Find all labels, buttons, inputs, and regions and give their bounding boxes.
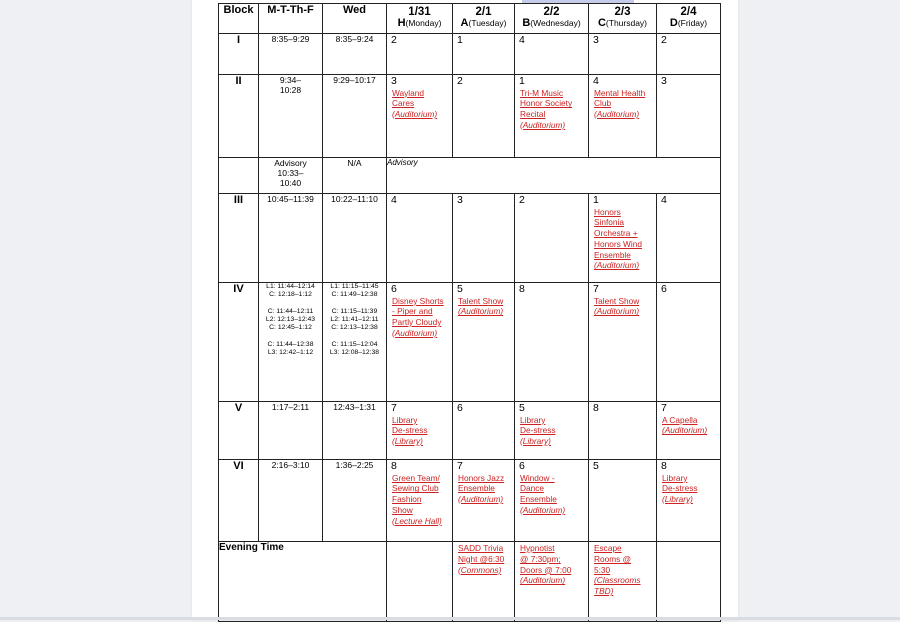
header-row bbox=[219, 4, 721, 34]
time-wed: N/A bbox=[323, 158, 387, 194]
time-mtthf: 1:17–2:11 bbox=[259, 402, 323, 460]
block-row bbox=[219, 460, 721, 542]
cell-monday: 8 Green Team/ Sewing Club Fashion Show (Lecture Hall) bbox=[387, 460, 453, 542]
event-link[interactable]: SADD Trivia Night @6:30 (Commons) bbox=[458, 543, 505, 575]
cell-wednesday: 8 bbox=[515, 283, 589, 402]
cell-monday: 6 Disney Shorts - Piper and Partly Cloudy (Auditorium) bbox=[387, 283, 453, 402]
cell-friday: 6 bbox=[657, 283, 721, 402]
block-row bbox=[219, 34, 721, 75]
cell-tuesday: 3 bbox=[453, 194, 515, 283]
advisory-row bbox=[219, 158, 721, 194]
cell-monday: 7 Library De-stress (Library) bbox=[387, 402, 453, 460]
time-mtthf: Advisory 10:33– 10:40 bbox=[259, 158, 323, 194]
cell-wednesday: 5 Library De-stress (Library) bbox=[515, 402, 589, 460]
cell-friday: 2 bbox=[657, 34, 721, 75]
cell-monday: 4 bbox=[387, 194, 453, 283]
time-wed: 9:29–10:17 bbox=[323, 75, 387, 158]
cell-tuesday: 5 Talent Show (Auditorium) bbox=[453, 283, 515, 402]
event-link[interactable]: Library De-stress (Library) bbox=[520, 414, 556, 447]
cell-wednesday: 4 bbox=[515, 34, 589, 75]
header-day-monday: 1/31 H(Monday) bbox=[387, 4, 453, 34]
event-link[interactable]: Tri-M Music Honor Society Recital (Auditorium) bbox=[520, 87, 573, 130]
time-mtthf: 10:45–11:39 bbox=[259, 194, 323, 283]
cell-wednesday bbox=[515, 542, 589, 622]
block-schedule-table bbox=[218, 3, 721, 622]
event-link[interactable]: Honors Jazz Ensemble (Auditorium) bbox=[458, 472, 505, 505]
event-link[interactable]: Escape Rooms @ 5:30 (Classrooms TBD) bbox=[594, 543, 641, 597]
cell-thursday: 3 bbox=[589, 34, 657, 75]
block-label: VI bbox=[219, 460, 259, 542]
time-mtthf: 9:34– 10:28 bbox=[259, 75, 323, 158]
time-wed: 8:35–9:24 bbox=[323, 34, 387, 75]
cell-monday: 3 Wayland Cares (Auditorium) bbox=[387, 75, 453, 158]
advisory-label: Advisory bbox=[387, 158, 721, 194]
event-link[interactable]: Mental Health Club (Auditorium) bbox=[594, 87, 646, 120]
cell-friday: 8 Library De-stress (Library) bbox=[657, 460, 721, 542]
cell-thursday: 5 bbox=[589, 460, 657, 542]
header-day-wednesday: 2/2 B(Wednesday) bbox=[515, 4, 589, 34]
block-label-empty bbox=[219, 158, 259, 194]
block-row bbox=[219, 75, 721, 158]
event-link[interactable]: Talent Show (Auditorium) bbox=[594, 295, 640, 317]
event-link[interactable]: Wayland Cares (Auditorium) bbox=[392, 87, 438, 120]
event-link[interactable]: Window - Dance Ensemble (Auditorium) bbox=[520, 472, 566, 515]
time-wed: 12:43–1:31 bbox=[323, 402, 387, 460]
cell-monday: 2 bbox=[387, 34, 453, 75]
block-label: V bbox=[219, 402, 259, 460]
evening-row bbox=[219, 542, 721, 622]
cell-thursday: 8 bbox=[589, 402, 657, 460]
event-link[interactable]: Hypnotist @ 7:30pm; Doors @ 7:00 (Auditorium) bbox=[520, 543, 572, 586]
header-mtthf: M-T-Th-F bbox=[259, 4, 323, 34]
time-mtthf: 8:35–9:29 bbox=[259, 34, 323, 75]
lunch-times-mtthf: L1: 11:44–12:14 C: 12:18–1:12 C: 11:44–12:11 L2: 12:13–12:43 C: 12:45–1:12 C: 11:44–12:38 L3: 12:42–1:12 bbox=[259, 283, 323, 402]
cell-friday: 3 bbox=[657, 75, 721, 158]
time-wed: 10:22–11:10 bbox=[323, 194, 387, 283]
cell-thursday: 4 Mental Health Club (Auditorium) bbox=[589, 75, 657, 158]
cell-thursday bbox=[589, 542, 657, 622]
block-label: I bbox=[219, 34, 259, 75]
cell-tuesday: 6 bbox=[453, 402, 515, 460]
cell-tuesday bbox=[453, 542, 515, 622]
header-day-thursday: 2/3 C(Thursday) bbox=[589, 4, 657, 34]
event-link[interactable]: Talent Show (Auditorium) bbox=[458, 295, 504, 317]
time-wed: 1:36–2:25 bbox=[323, 460, 387, 542]
header-day-tuesday: 2/1 A(Tuesday) bbox=[453, 4, 515, 34]
block-label: IV bbox=[219, 283, 259, 402]
event-link[interactable]: Green Team/ Sewing Club Fashion Show (Lecture Hall) bbox=[392, 472, 442, 526]
cell-monday bbox=[387, 542, 453, 622]
cell-friday bbox=[657, 542, 721, 622]
event-link[interactable]: Disney Shorts - Piper and Partly Cloudy (Auditorium) bbox=[392, 295, 444, 338]
cell-wednesday: 6 Window - Dance Ensemble (Auditorium) bbox=[515, 460, 589, 542]
event-link[interactable]: Honors Sinfonia Orchestra + Honors Wind Ensemble (Auditorium) bbox=[594, 206, 642, 271]
time-mtthf: 2:16–3:10 bbox=[259, 460, 323, 542]
header-block: Block bbox=[219, 4, 259, 34]
cell-wednesday: 2 bbox=[515, 194, 589, 283]
cell-thursday: 7 Talent Show (Auditorium) bbox=[589, 283, 657, 402]
cell-tuesday: 1 bbox=[453, 34, 515, 75]
header-wed: Wed bbox=[323, 4, 387, 34]
cell-friday: 7 A Capella (Auditorium) bbox=[657, 402, 721, 460]
event-link[interactable]: Library De-stress (Library) bbox=[662, 472, 698, 505]
lunch-times-wed: L1: 11:15–11:45 C: 11:49–12:38 C: 11:15–11:39 L2: 11:41–12:11 C: 12:13–12:38 C: 11:15–12:04 L3: 12:08–12:38 bbox=[323, 283, 387, 402]
header-day-friday: 2/4 D(Friday) bbox=[657, 4, 721, 34]
cell-wednesday: 1 Tri-M Music Honor Society Recital (Auditorium) bbox=[515, 75, 589, 158]
block-row bbox=[219, 402, 721, 460]
cell-tuesday: 7 Honors Jazz Ensemble (Auditorium) bbox=[453, 460, 515, 542]
cell-tuesday: 2 bbox=[453, 75, 515, 158]
block-row bbox=[219, 283, 721, 402]
cell-thursday: 1 Honors Sinfonia Orchestra + Honors Wind Ensemble (Auditorium) bbox=[589, 194, 657, 283]
cell-friday: 4 bbox=[657, 194, 721, 283]
block-label: II bbox=[219, 75, 259, 158]
event-link[interactable]: Library De-stress (Library) bbox=[392, 414, 428, 447]
block-row bbox=[219, 194, 721, 283]
evening-time-label: Evening Time bbox=[219, 542, 387, 622]
block-label: III bbox=[219, 194, 259, 283]
event-link[interactable]: A Capella (Auditorium) bbox=[662, 414, 708, 436]
